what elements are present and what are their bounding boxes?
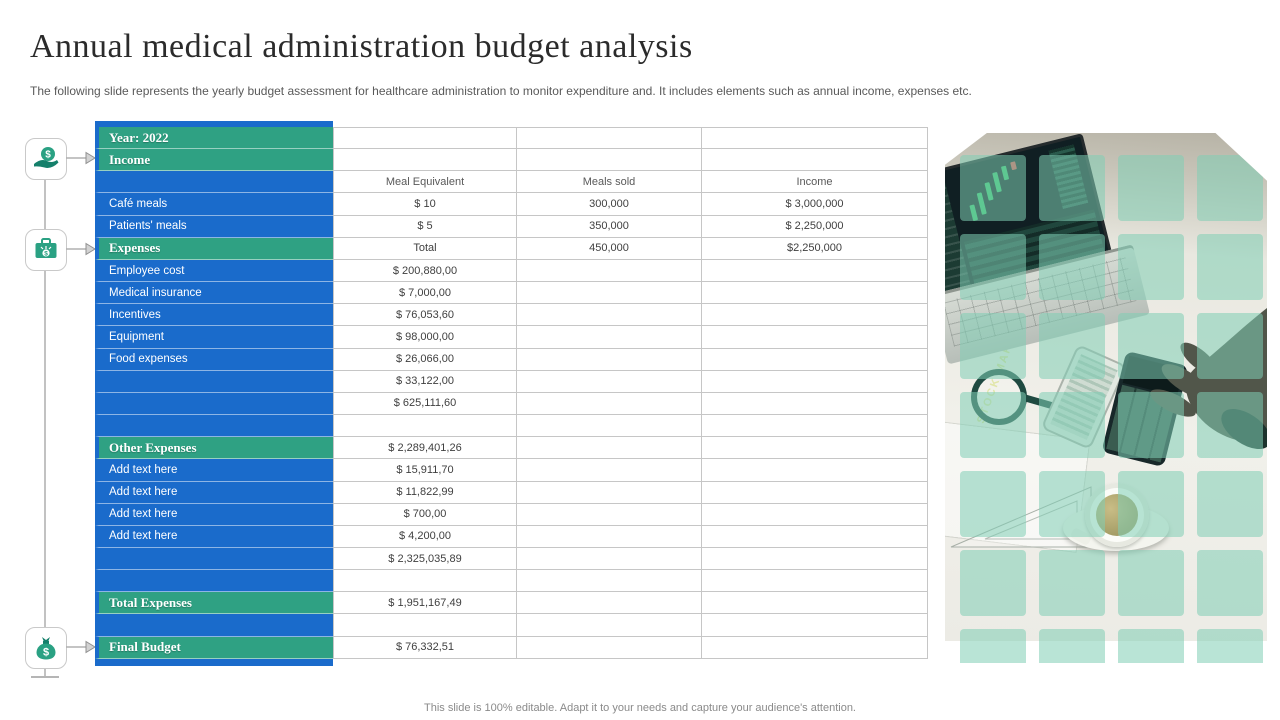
row-label bbox=[95, 171, 333, 193]
budget-table-body bbox=[95, 127, 928, 659]
photo-tile bbox=[1118, 392, 1184, 458]
photo-tile bbox=[1276, 313, 1280, 379]
row-value bbox=[517, 260, 702, 282]
row-value: 450,000 bbox=[517, 238, 702, 260]
photo-tile bbox=[1276, 155, 1280, 221]
svg-text:$: $ bbox=[42, 646, 50, 659]
photo-tile bbox=[1039, 155, 1105, 221]
row-value: Total bbox=[333, 238, 517, 260]
row-value bbox=[702, 526, 928, 548]
row-value bbox=[517, 415, 702, 437]
row-value: $ 26,066,00 bbox=[333, 349, 517, 371]
table-row bbox=[95, 504, 928, 526]
photo-tile bbox=[1276, 234, 1280, 300]
row-value bbox=[517, 127, 702, 149]
row-value bbox=[517, 437, 702, 459]
row-value: $ 11,822,99 bbox=[333, 482, 517, 504]
table-row bbox=[95, 570, 928, 592]
table-row bbox=[95, 437, 928, 459]
row-value bbox=[517, 482, 702, 504]
photo-tile bbox=[1197, 313, 1263, 379]
row-value bbox=[702, 326, 928, 348]
row-label: Incentives bbox=[95, 304, 333, 326]
photo-tile bbox=[960, 155, 1026, 221]
row-label: Expenses bbox=[95, 238, 333, 260]
row-label: Medical insurance bbox=[95, 282, 333, 304]
row-label bbox=[95, 415, 333, 437]
table-row bbox=[95, 260, 928, 282]
photo-tile bbox=[960, 234, 1026, 300]
photo-tile bbox=[1197, 234, 1263, 300]
photo-tile bbox=[1197, 471, 1263, 537]
table-row bbox=[95, 304, 928, 326]
row-value: $ 15,911,70 bbox=[333, 459, 517, 481]
row-value bbox=[517, 459, 702, 481]
row-value: $ 33,122,00 bbox=[333, 371, 517, 393]
row-value bbox=[333, 614, 517, 636]
row-value bbox=[702, 371, 928, 393]
row-label: Patients' meals bbox=[95, 216, 333, 238]
photo-tile bbox=[1118, 471, 1184, 537]
row-value bbox=[702, 482, 928, 504]
row-label: Other Expenses bbox=[95, 437, 333, 459]
photo-tile bbox=[1276, 550, 1280, 616]
row-value bbox=[702, 592, 928, 614]
row-label: Food expenses bbox=[95, 349, 333, 371]
row-value bbox=[333, 570, 517, 592]
row-value: $ 7,000,00 bbox=[333, 282, 517, 304]
table-row bbox=[95, 193, 928, 215]
row-value: $ 200,880,00 bbox=[333, 260, 517, 282]
table-row bbox=[95, 637, 928, 659]
row-value bbox=[517, 326, 702, 348]
row-label bbox=[95, 371, 333, 393]
photo-tile bbox=[1197, 392, 1263, 458]
money-bag-icon bbox=[32, 634, 60, 662]
row-value bbox=[517, 637, 702, 659]
photo-tile bbox=[1276, 392, 1280, 458]
row-value: $ 1,951,167,49 bbox=[333, 592, 517, 614]
photo-tile bbox=[960, 629, 1026, 695]
row-value: $ 5 bbox=[333, 216, 517, 238]
row-value bbox=[702, 637, 928, 659]
photo-tile bbox=[1039, 313, 1105, 379]
table-row bbox=[95, 459, 928, 481]
row-value bbox=[702, 614, 928, 636]
photo-tile bbox=[1039, 629, 1105, 695]
row-value bbox=[702, 304, 928, 326]
medical-bag-icon bbox=[32, 236, 60, 264]
hand-coin-icon bbox=[32, 145, 60, 173]
photo-tile bbox=[960, 392, 1026, 458]
row-value: $ 2,289,401,26 bbox=[333, 437, 517, 459]
row-value bbox=[517, 570, 702, 592]
row-value bbox=[702, 548, 928, 570]
income-icon-box bbox=[25, 138, 67, 180]
row-label: Add text here bbox=[95, 526, 333, 548]
table-row bbox=[95, 415, 928, 437]
row-value bbox=[333, 127, 517, 149]
row-value bbox=[702, 437, 928, 459]
table-bottom-bar bbox=[95, 659, 333, 666]
photo-tile bbox=[1039, 550, 1105, 616]
budget-icon-box bbox=[25, 627, 67, 669]
row-value: 300,000 bbox=[517, 193, 702, 215]
row-label: Final Budget bbox=[95, 637, 333, 659]
row-value bbox=[702, 393, 928, 415]
photo-tile bbox=[1118, 550, 1184, 616]
row-value: Meals sold bbox=[517, 171, 702, 193]
table-row bbox=[95, 592, 928, 614]
row-value: $ 76,332,51 bbox=[333, 637, 517, 659]
table-row bbox=[95, 149, 928, 171]
photo-tile bbox=[960, 550, 1026, 616]
budget-table bbox=[95, 121, 928, 666]
row-label: Add text here bbox=[95, 459, 333, 481]
row-value bbox=[517, 304, 702, 326]
row-value bbox=[702, 149, 928, 171]
stock-photo bbox=[945, 133, 1267, 663]
row-value: $ 4,200,00 bbox=[333, 526, 517, 548]
photo-tile bbox=[1039, 392, 1105, 458]
row-value: $ 625,111,60 bbox=[333, 393, 517, 415]
row-value bbox=[517, 349, 702, 371]
row-value: $ 98,000,00 bbox=[333, 326, 517, 348]
row-value: $ 76,053,60 bbox=[333, 304, 517, 326]
row-value bbox=[517, 526, 702, 548]
footer-note: This slide is 100% editable. Adapt it to your needs and capture your audience's attention. bbox=[424, 702, 856, 714]
row-value bbox=[517, 592, 702, 614]
row-value: Income bbox=[702, 171, 928, 193]
photo-tile bbox=[1276, 471, 1280, 537]
table-row bbox=[95, 171, 928, 193]
row-label: Add text here bbox=[95, 504, 333, 526]
svg-text:$: $ bbox=[45, 149, 51, 161]
photo-tile bbox=[1039, 471, 1105, 537]
photo-tile bbox=[1197, 550, 1263, 616]
row-value: $ 10 bbox=[333, 193, 517, 215]
photo-tile bbox=[1118, 234, 1184, 300]
photo-tile bbox=[960, 471, 1026, 537]
row-value bbox=[517, 614, 702, 636]
slide-subtitle: The following slide represents the yearly budget assessment for healthcare administration to monitor expenditure and. It includes elements such as annual income, expenses etc. bbox=[30, 84, 972, 98]
row-value: $ 2,250,000 bbox=[702, 216, 928, 238]
page-title: Annual medical administration budget analysis bbox=[30, 28, 693, 65]
row-value bbox=[517, 548, 702, 570]
row-value bbox=[702, 349, 928, 371]
table-row bbox=[95, 393, 928, 415]
table-row bbox=[95, 614, 928, 636]
table-row bbox=[95, 548, 928, 570]
table-row bbox=[95, 526, 928, 548]
row-value bbox=[517, 504, 702, 526]
table-row bbox=[95, 127, 928, 149]
row-value bbox=[702, 459, 928, 481]
row-label bbox=[95, 614, 333, 636]
row-value bbox=[702, 570, 928, 592]
row-value bbox=[702, 127, 928, 149]
row-label: Café meals bbox=[95, 193, 333, 215]
arrow-to-expenses bbox=[66, 242, 96, 256]
photo-tile bbox=[1118, 155, 1184, 221]
table-row bbox=[95, 326, 928, 348]
arrow-to-final-budget bbox=[66, 640, 96, 654]
photo-tile bbox=[960, 313, 1026, 379]
row-label: Total Expenses bbox=[95, 592, 333, 614]
row-value: 350,000 bbox=[517, 216, 702, 238]
photo-tile bbox=[1039, 234, 1105, 300]
photo-tile bbox=[1276, 629, 1280, 695]
row-label: Employee cost bbox=[95, 260, 333, 282]
row-value bbox=[702, 282, 928, 304]
row-value bbox=[702, 260, 928, 282]
table-row bbox=[95, 349, 928, 371]
row-value bbox=[517, 371, 702, 393]
expenses-icon-box bbox=[25, 229, 67, 271]
row-value: $2,250,000 bbox=[702, 238, 928, 260]
table-row bbox=[95, 282, 928, 304]
photo-tile bbox=[1118, 313, 1184, 379]
arrow-to-income bbox=[66, 151, 96, 165]
table-row bbox=[95, 216, 928, 238]
row-value: $ 700,00 bbox=[333, 504, 517, 526]
row-label bbox=[95, 393, 333, 415]
row-label: Year: 2022 bbox=[95, 127, 333, 149]
table-row bbox=[95, 482, 928, 504]
row-value: $ 2,325,035,89 bbox=[333, 548, 517, 570]
photo-tile bbox=[1197, 155, 1263, 221]
row-value bbox=[333, 149, 517, 171]
row-value bbox=[702, 415, 928, 437]
row-label: Equipment bbox=[95, 326, 333, 348]
row-label: Income bbox=[95, 149, 333, 171]
row-label: Add text here bbox=[95, 482, 333, 504]
row-value: $ 3,000,000 bbox=[702, 193, 928, 215]
photo-tile bbox=[1197, 629, 1263, 695]
row-value bbox=[702, 504, 928, 526]
table-row bbox=[95, 371, 928, 393]
row-value bbox=[517, 282, 702, 304]
table-row bbox=[95, 238, 928, 260]
row-value bbox=[517, 393, 702, 415]
svg-text:$: $ bbox=[44, 250, 48, 258]
row-label bbox=[95, 548, 333, 570]
row-value bbox=[333, 415, 517, 437]
row-label bbox=[95, 570, 333, 592]
tile-grid bbox=[960, 155, 1280, 695]
row-value: Meal Equivalent bbox=[333, 171, 517, 193]
connector-end-cap bbox=[31, 676, 59, 678]
row-value bbox=[517, 149, 702, 171]
photo-tile bbox=[1118, 629, 1184, 695]
